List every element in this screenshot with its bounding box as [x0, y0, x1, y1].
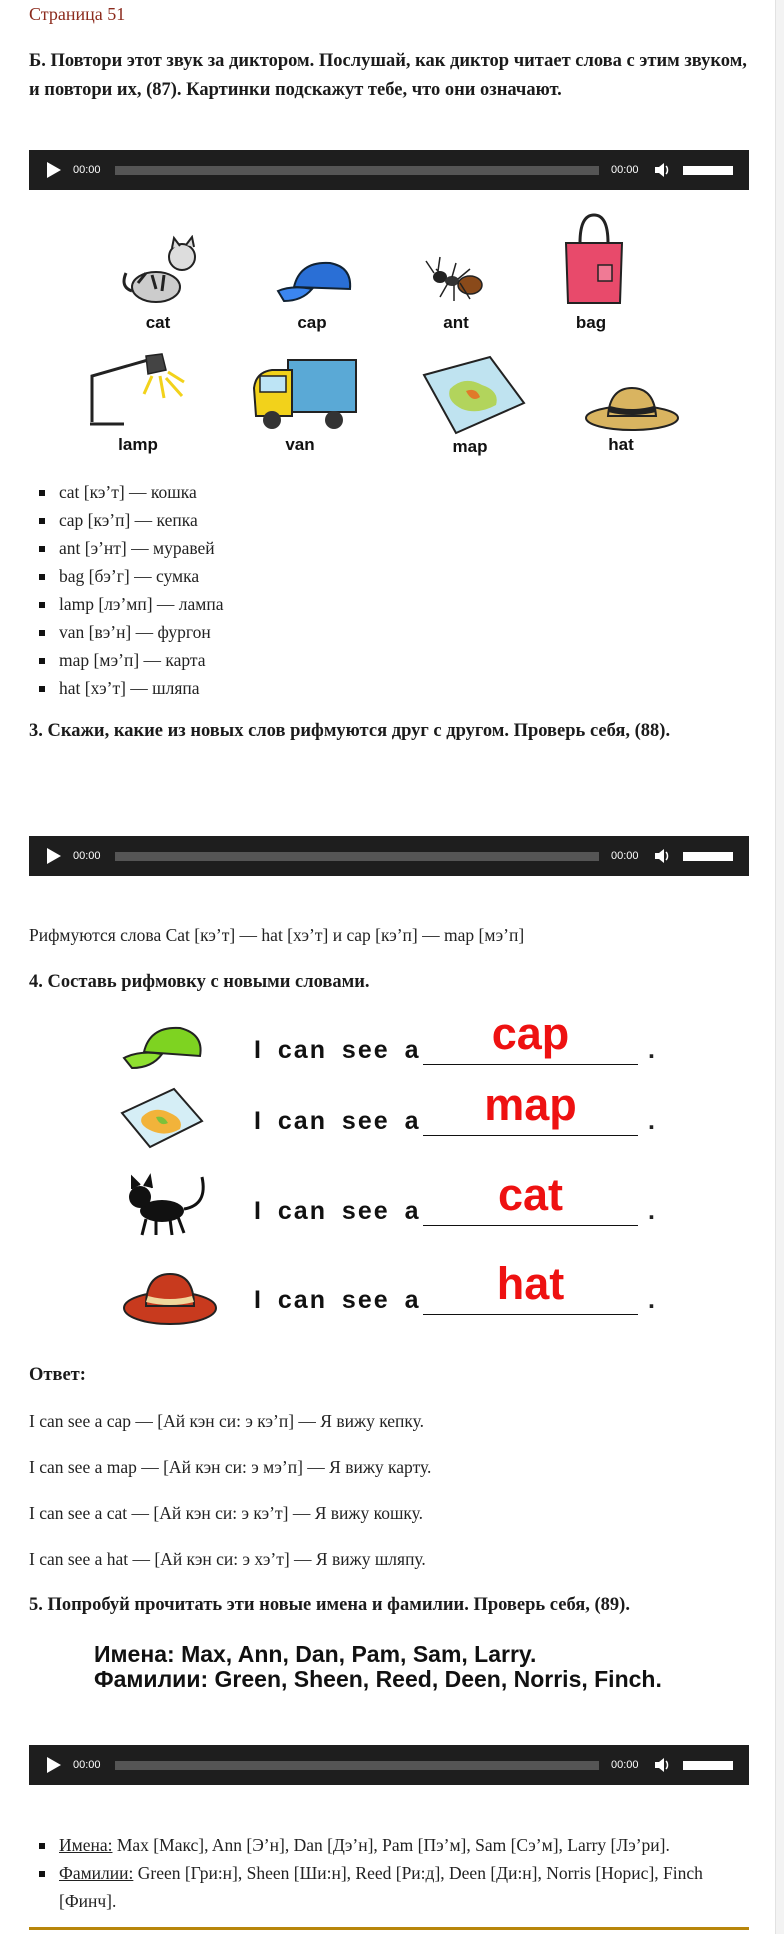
- footer-divider: [29, 1927, 749, 1930]
- list-item: bag [бэ’г] — сумка: [29, 562, 729, 590]
- duration-time: 00:00: [611, 850, 639, 862]
- sentence-period: .: [648, 1107, 655, 1135]
- answer-line-1: I can see a cap — [Ай кэн си: э кэ’п] — Я вижу кепку.: [29, 1411, 425, 1431]
- list-item: map [мэ’п] — карта: [29, 646, 729, 674]
- play-icon[interactable]: [47, 162, 61, 178]
- rhyme-answer: map: [484, 1079, 577, 1130]
- sentence-period: .: [648, 1036, 655, 1064]
- cat-label: cat: [145, 313, 171, 332]
- bag-label: bag: [575, 313, 607, 332]
- list-item: cat [кэ’т] — кошка: [29, 478, 729, 506]
- volume-slider[interactable]: [683, 852, 733, 861]
- names-list: [29, 1831, 749, 1915]
- play-icon[interactable]: [47, 1757, 61, 1773]
- rhyme-row-cat: [120, 1169, 680, 1245]
- duration-time: 00:00: [611, 164, 639, 176]
- rhyme-sentence: I can see a: [254, 1107, 421, 1135]
- rhyme-sentence: I can see a: [254, 1197, 421, 1225]
- rhyme-answer: cat: [497, 1169, 564, 1220]
- van-picture: [252, 358, 360, 432]
- answer-line: [423, 1135, 638, 1136]
- cat-picture: [118, 235, 208, 310]
- volume-icon[interactable]: [653, 1756, 671, 1774]
- current-time: 00:00: [73, 164, 101, 176]
- hat-label: hat: [608, 435, 634, 454]
- names-block: [94, 1642, 714, 1692]
- list-item: ant [э’нт] — муравей: [29, 534, 729, 562]
- audio-player-3: [29, 1745, 749, 1785]
- vocab-list: [29, 478, 729, 702]
- surnames-text: Green [Гри:н], Sheen [Ши:н], Reed [Ри:д], Deen [Ди:н], Norris [Норис], Finch [Финч].: [59, 1863, 703, 1911]
- answer-label: Ответ:: [29, 1365, 86, 1385]
- map-picture: [420, 355, 526, 435]
- rhyme-sentence: I can see a: [254, 1036, 421, 1064]
- progress-track[interactable]: [115, 1761, 599, 1770]
- surnames-label: Фамилии:: [59, 1863, 134, 1883]
- progress-track[interactable]: [115, 852, 599, 861]
- current-time: 00:00: [73, 850, 101, 862]
- map-label: map: [452, 437, 488, 456]
- rhyme-row-cap: [120, 1008, 680, 1084]
- task3-answer: Рифмуются слова Cat [кэ’т] — hat [хэ’т] и cap [кэ’п] — map [мэ’п]: [29, 925, 525, 945]
- list-item: van [вэ’н] — фургон: [29, 618, 729, 646]
- cap-picture: [272, 257, 362, 307]
- progress-track[interactable]: [115, 166, 599, 175]
- answer-line: [423, 1064, 638, 1065]
- bag-picture: [560, 213, 628, 305]
- task3-heading: 3. Скажи, какие из новых слов рифмуются друг с другом. Проверь себя, (88).: [29, 721, 671, 741]
- current-time: 00:00: [73, 1759, 101, 1771]
- page-title: Страница 51: [29, 4, 126, 24]
- list-item: cap [кэ’п] — кепка: [29, 506, 729, 534]
- volume-slider[interactable]: [683, 1761, 733, 1770]
- answer-line: [423, 1225, 638, 1226]
- rhyme-answer: cap: [491, 1008, 570, 1059]
- names-label: Имена:: [59, 1835, 113, 1855]
- rhyme-row-map: [120, 1079, 680, 1155]
- cap-picture: [120, 1022, 210, 1074]
- cap-label: cap: [297, 313, 327, 332]
- answer-line-4: I can see a hat — [Ай кэн си: э хэ’т] — Я вижу шляпу.: [29, 1549, 426, 1569]
- volume-icon[interactable]: [653, 161, 671, 179]
- rhyme-sentence: I can see a: [254, 1286, 421, 1314]
- right-border: [775, 0, 784, 1934]
- audio-player-1: [29, 150, 749, 190]
- duration-time: 00:00: [611, 1759, 639, 1771]
- lamp-label: lamp: [118, 435, 158, 454]
- names-text: Max [Макс], Ann [Э’н], Dan [Дэ’н], Pam [Пэ’м], Sam [Сэ’м], Larry [Лэ’ри].: [112, 1835, 670, 1855]
- volume-slider[interactable]: [683, 166, 733, 175]
- sentence-period: .: [648, 1286, 655, 1314]
- van-label: van: [285, 435, 315, 454]
- list-item: lamp [лэ’мп] — лампа: [29, 590, 729, 618]
- cat-picture: [122, 1171, 222, 1239]
- answer-line-3: I can see a cat — [Ай кэн си: э кэ’т] — Я вижу кошку.: [29, 1503, 424, 1523]
- rhyme-answer: hat: [496, 1258, 565, 1309]
- audio-player-2: [29, 836, 749, 876]
- task5-heading: 5. Попробуй прочитать эти новые имена и фамилии. Проверь себя, (89).: [29, 1595, 630, 1615]
- rhyme-row-hat: [120, 1258, 680, 1334]
- map-picture: [120, 1087, 204, 1149]
- play-icon[interactable]: [47, 848, 61, 864]
- lamp-picture: [88, 352, 194, 428]
- list-item: [29, 1859, 749, 1915]
- hat-picture: [122, 1268, 218, 1326]
- sentence-period: .: [648, 1197, 655, 1225]
- surnames-line: Фамилии: Green, Sheen, Reed, Deen, Norris, Finch.: [94, 1666, 662, 1692]
- list-item: hat [хэ’т] — шляпа: [29, 674, 729, 702]
- ant-picture: [422, 253, 492, 308]
- list-item: [29, 1831, 749, 1859]
- hat-picture: [582, 382, 682, 432]
- task4-heading: 4. Составь рифмовку с новыми словами.: [29, 972, 370, 992]
- names-line: Имена: Max, Ann, Dan, Pam, Sam, Larry.: [94, 1641, 537, 1667]
- answer-line-2: I can see a map — [Ай кэн си: э мэ’п] — Я вижу карту.: [29, 1457, 432, 1477]
- section-b-heading: Б. Повтори этот звук за диктором. Послушай, как диктор читает слова с этим звуком, и повтори их, (87). Картинки подскажут тебе, что они означают.: [29, 51, 747, 100]
- answer-line: [423, 1314, 638, 1315]
- ant-label: ant: [443, 313, 469, 332]
- volume-icon[interactable]: [653, 847, 671, 865]
